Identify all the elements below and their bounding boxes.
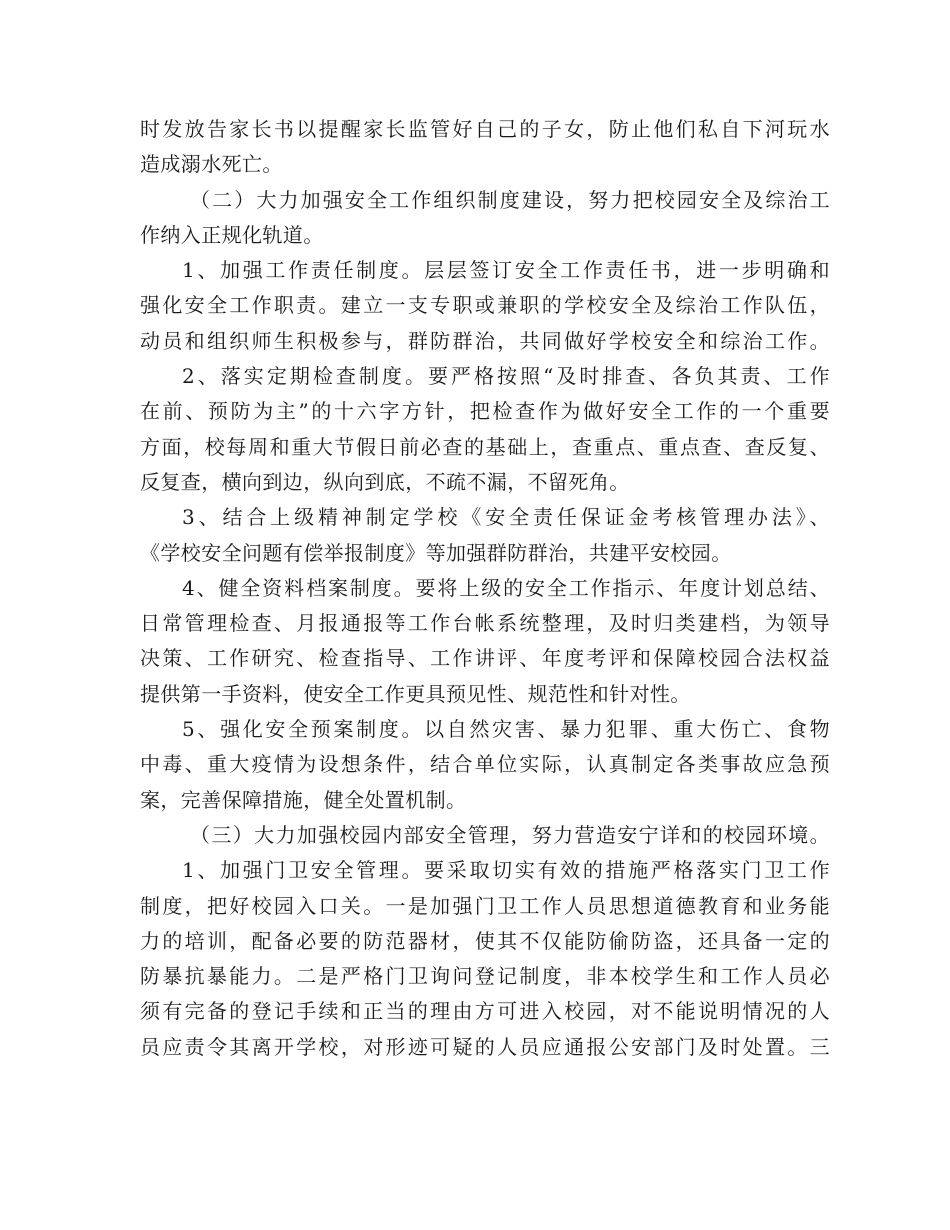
text-line: 2、落实定期检查制度。要严格按照“及时排查、各负其责、工作 (182, 364, 830, 389)
text-line: 《学校安全问题有偿举报制度》等加强群防群治，共建平安校园。 (140, 540, 732, 565)
text-line: 力的培训，配备必要的防范器材，使其不仅能防偷防盗，还具备一定的 (140, 928, 830, 953)
document-body-text (140, 112, 830, 1065)
text-line: 时发放告家长书以提醒家长监管好自己的子女，防止他们私自下河玩水 (140, 117, 830, 141)
text-line: 须有完备的登记手续和正当的理由方可进入校园，对不能说明情况的人 (140, 999, 830, 1024)
text-line: （三）大力加强校园内部安全管理，努力营造安宁详和的校园环境。 (190, 822, 830, 847)
text-line: 1、加强门卫安全管理。要采取切实有效的措施严格落实门卫工作 (182, 858, 830, 883)
text-line: 强化安全工作职责。建立一支专职或兼职的学校安全及综治工作队伍， (140, 293, 830, 318)
text-line: 动员和组织师生积极参与，群防群治，共同做好学校安全和综治工作。 (140, 328, 830, 353)
text-line: 在前、预防为主”的十六字方针，把检查作为做好安全工作的一个重要 (140, 399, 830, 424)
text-line: 防暴抗暴能力。二是严格门卫询问登记制度，非本校学生和工作人员必 (140, 964, 830, 989)
text-line: 中毒、重大疫情为设想条件，结合单位实际，认真制定各类事故应急预 (140, 752, 830, 777)
text-line: 作纳入正规化轨道。 (140, 222, 324, 247)
text-line: 员应责令其离开学校，对形迹可疑的人员应通报公安部门及时处置。三 (140, 1034, 830, 1059)
text-line: 1、加强工作责任制度。层层签订安全工作责任书，进一步明确和 (182, 258, 830, 283)
text-line: 制度，把好校园入口关。一是加强门卫工作人员思想道德教育和业务能 (140, 893, 830, 918)
text-line: （二）大力加强安全工作组织制度建设，努力把校园安全及综治工 (190, 187, 830, 212)
text-line: 5、强化安全预案制度。以自然灾害、暴力犯罪、重大伤亡、食物 (182, 717, 830, 742)
text-line: 方面，校每周和重大节假日前必查的基础上，查重点、重点查、查反复、 (140, 434, 830, 459)
text-line: 提供第一手资料，使安全工作更具预见性、规范性和针对性。 (140, 681, 691, 706)
text-line: 日常管理检查、月报通报等工作台帐系统整理，及时归类建档，为领导 (140, 611, 830, 636)
text-line: 案，完善保障措施，健全处置机制。 (140, 787, 467, 812)
text-line: 造成溺水死亡。 (140, 152, 283, 177)
text-line: 决策、工作研究、检查指导、工作讲评、年度考评和保障校园合法权益 (140, 646, 830, 671)
text-line: 4、健全资料档案制度。要将上级的安全工作指示、年度计划总结、 (182, 575, 830, 600)
text-line: 3、结合上级精神制定学校《安全责任保证金考核管理办法》、 (182, 505, 830, 530)
text-line: 反复查，横向到边，纵向到底，不疏不漏，不留死角。 (140, 469, 630, 494)
